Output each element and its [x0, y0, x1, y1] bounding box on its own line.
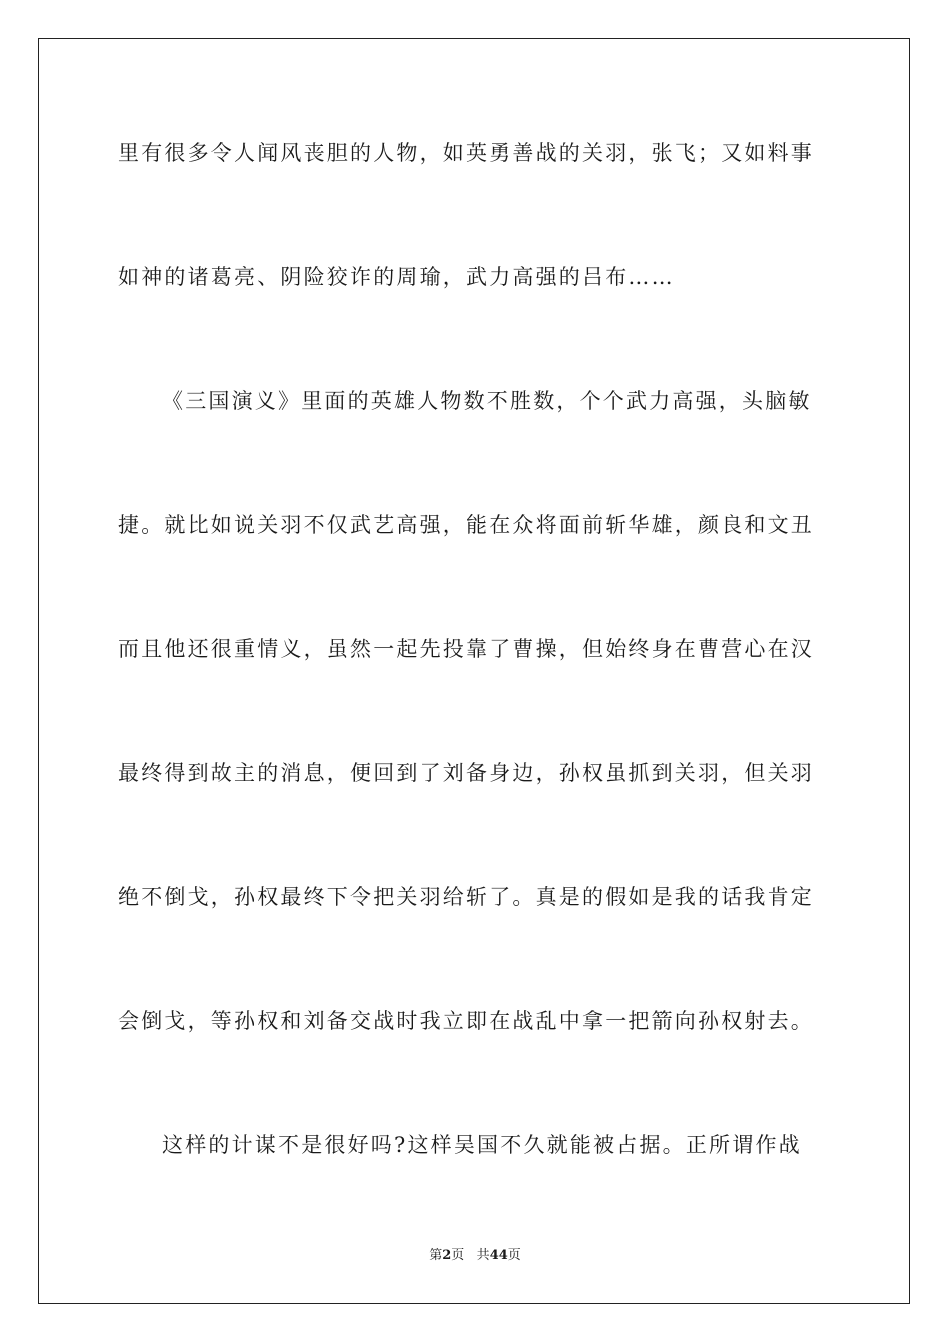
text-line-9: 这样的计谋不是很好吗?这样吴国不久就能被占据。正所谓作战 — [162, 1133, 802, 1157]
text-line-7: 绝不倒戈，孙权最终下令把关羽给斩了。真是的假如是我的话我肯定 — [118, 885, 814, 909]
text-line-2: 如神的诸葛亮、阴险狡诈的周瑜，武力高强的吕布…… — [118, 265, 675, 289]
text-line-1: 里有很多令人闻风丧胆的人物，如英勇善战的关羽，张飞；又如料事 — [118, 141, 814, 165]
page-footer — [0, 1247, 950, 1265]
page-suffix: 页 — [451, 1248, 465, 1263]
text-line-8: 会倒戈，等孙权和刘备交战时我立即在战乱中拿一把箭向孙权射去。 — [118, 1009, 814, 1033]
text-line-3: 《三国演义》里面的英雄人物数不胜数，个个武力高强，头脑敏 — [162, 389, 812, 413]
total-pages: 44 — [489, 1248, 508, 1263]
page-border — [38, 38, 910, 1304]
page-prefix: 第 — [429, 1248, 443, 1263]
page-number: 2 — [442, 1248, 452, 1263]
total-prefix: 共 — [476, 1248, 490, 1263]
text-line-4: 捷。就比如说关羽不仅武艺高强，能在众将面前斩华雄，颜良和文丑 — [118, 513, 814, 537]
total-suffix: 页 — [507, 1248, 521, 1263]
text-line-6: 最终得到故主的消息，便回到了刘备身边，孙权虽抓到关羽，但关羽 — [118, 761, 814, 785]
text-line-5: 而且他还很重情义，虽然一起先投靠了曹操，但始终身在曹营心在汉 — [118, 637, 814, 661]
